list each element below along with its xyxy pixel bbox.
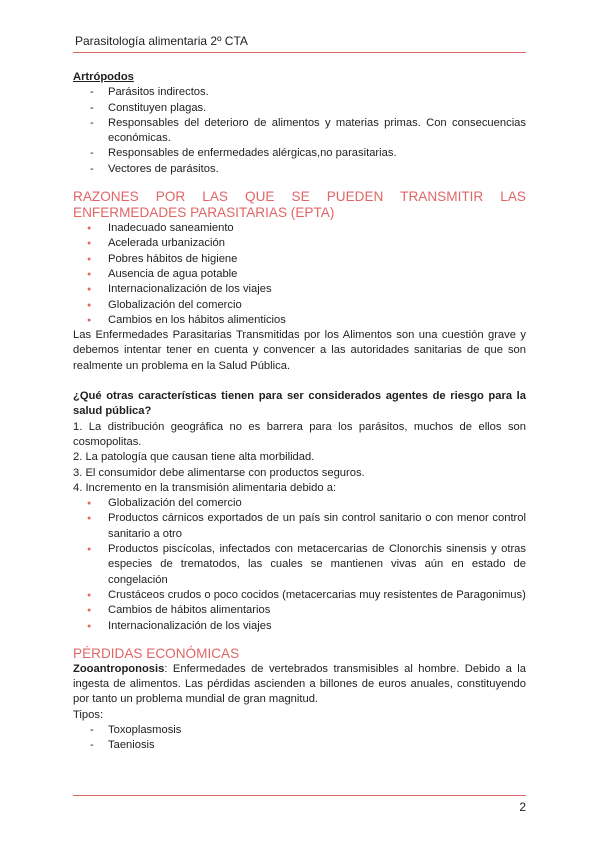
razones-paragraph: Las Enfermedades Parasitarias Transmitidas por los Alimentos son una cuestión grave y debemos intentar tener en cuenta y convencer a las autoridades sanitarias de que son realmente un problema en la Salud Pública. [73, 329, 526, 372]
incremento-list [73, 496, 526, 634]
list-item: ● Globalización del comercio [73, 496, 526, 511]
numbered-point: 2. La patología que causan tiene alta morbilidad. [73, 451, 315, 464]
perdidas-paragraph [73, 662, 526, 708]
list-item: ● Globalización del comercio [73, 298, 526, 313]
footer-divider [73, 795, 526, 796]
perdidas-heading: PÉRDIDAS ECONÓMICAS [73, 645, 240, 661]
list-item: ● Acelerada urbanización [73, 236, 526, 251]
list-item: ● Cambios de hábitos alimentarios [73, 603, 526, 618]
list-item: - Responsables de enfermedades alérgicas,no parasitarias. [73, 146, 526, 161]
numbered-point: 3. El consumidor debe alimentarse con productos seguros. [73, 466, 365, 479]
list-item: ● Productos piscícolas, infectados con metacercarias de Clonorchis sinensis y otras especies de trematodos, las cuales se mantienen vivas aún en estado de congelación [73, 542, 526, 588]
spacer [73, 374, 526, 389]
list-item: - Responsables del deterioro de alimentos y materias primas. Con consecuencias económicas. [73, 116, 526, 147]
tipos-label: Tipos: [73, 708, 104, 721]
zooantroponosis-term: Zooantroponosis [73, 662, 165, 675]
artropodos-list [73, 85, 526, 177]
list-item: - Parásitos indirectos. [73, 85, 526, 100]
caracteristicas-question: ¿Qué otras características tienen para ser considerados agentes de riesgo para la salud pública? [73, 390, 526, 418]
tipos-list [73, 723, 526, 754]
list-item: - Taeniosis [73, 738, 526, 753]
page-number: 2 [519, 800, 526, 814]
list-item: ● Pobres hábitos de higiene [73, 252, 526, 267]
numbered-point: 1. La distribución geográfica no es barrera para los parásitos, muchos de ellos son cosmopolitas. [73, 420, 526, 448]
list-item: ● Internacionalización de los viajes [73, 282, 526, 297]
page-header-title: Parasitología alimentaria 2º CTA [75, 34, 248, 48]
list-item: ● Inadecuado saneamiento [73, 221, 526, 236]
list-item: ● Productos cárnicos exportados de un país sin control sanitario o con menor control sanitario a otro [73, 511, 526, 542]
list-item: ● Internacionalización de los viajes [73, 619, 526, 634]
artropodos-title: Artrópodos [73, 71, 134, 83]
header-divider [73, 52, 526, 53]
zooantroponosis-definition: : Enfermedades de vertebrados transmisibles al hombre. Debido a la ingesta de alimentos. Las pérdidas ascienden a billones de euros anuales, constituyendo por tanto un problema mundial de gran magnitud. [73, 662, 526, 706]
list-item: ● Cambios en los hábitos alimenticios [73, 313, 526, 328]
list-item: - Toxoplasmosis [73, 723, 526, 738]
list-item: ● Ausencia de agua potable [73, 267, 526, 282]
list-item: - Vectores de parásitos. [73, 162, 526, 177]
list-item: ● Crustáceos crudos o poco cocidos (metacercarias muy resistentes de Paragonimus) [73, 588, 526, 603]
list-item: - Constituyen plagas. [73, 101, 526, 116]
razones-heading: RAZONES POR LAS QUE SE PUEDEN TRANSMITIR LAS ENFERMEDADES PARASITARIAS (EPTA) [73, 189, 526, 221]
page-content [73, 70, 526, 754]
numbered-point: 4. Incremento en la transmisión alimentaria debido a: [73, 481, 337, 494]
razones-list [73, 221, 526, 328]
